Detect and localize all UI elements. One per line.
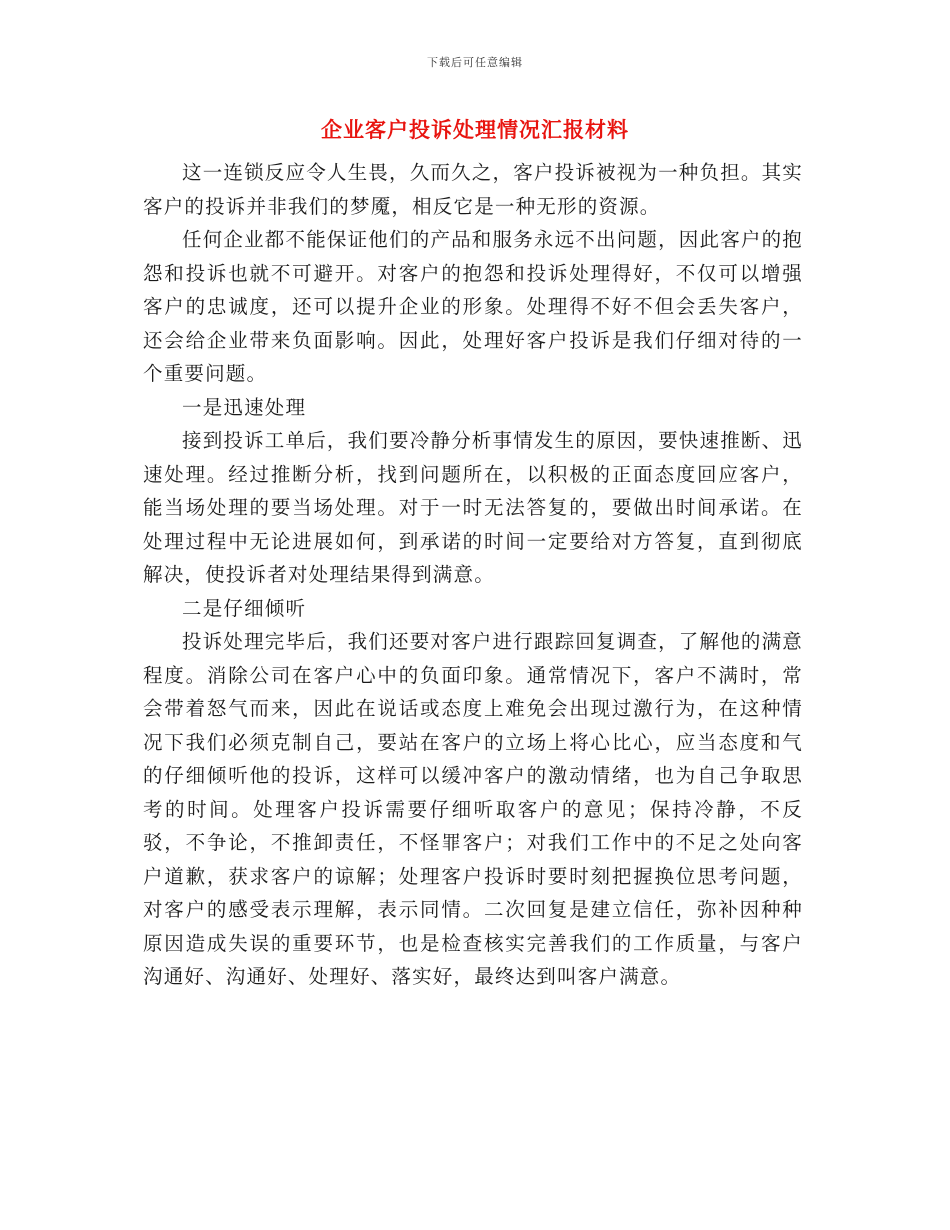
paragraph-1: 这一连锁反应令人生畏，久而久之，客户投诉被视为一种负担。其实客户的投诉并非我们的梦魇，相反它是一种无形的资源。 bbox=[143, 161, 804, 218]
document-body bbox=[143, 156, 803, 994]
header-note: 下载后可任意编辑 bbox=[427, 56, 523, 69]
paragraph-4: 投诉处理完毕后，我们还要对客户进行跟踪回复调查，了解他的满意程度。消除公司在客户心中的负面印象。通常情况下，客户不满时，常会带着怒气而来，因此在说话或态度上难免会出现过激行为，在这种情况下我们必须克制自己，要站在客户的立场上将心比心，应当态度和气的仔细倾听他的投诉，这样可以缓冲客户的激动情绪，也为自己争取思考的时间。处理客户投诉需要仔细听取客户的意见；保持冷静，不反驳，不争论，不推卸责任，不怪罪客户；对我们工作中的不足之处向客户道歉，获求客户的谅解；处理客户投诉时要时刻把握换位思考问题，对客户的感受表示理解，表示同情。二次回复是建立信任，弥补因种种原因造成失误的重要环节，也是检查核实完善我们的工作质量，与客户沟通好、沟通好、处理好、落实好，最终达到叫客户满意。 bbox=[143, 630, 804, 988]
document-title: 企业客户投诉处理情况汇报材料 bbox=[321, 117, 629, 142]
section-heading-1: 一是迅速处理 bbox=[182, 395, 307, 419]
section-heading-2: 二是仔细倾听 bbox=[182, 596, 307, 620]
paragraph-2: 任何企业都不能保证他们的产品和服务永远不出问题，因此客户的抱怨和投诉也就不可避开。对客户的抱怨和投诉处理得好，不仅可以增强客户的忠诚度，还可以提升企业的形象。处理得不好不但会丢失客户，还会给企业带来负面影响。因此，处理好客户投诉是我们仔细对待的一个重要问题。 bbox=[143, 228, 804, 385]
paragraph-3: 接到投诉工单后，我们要冷静分析事情发生的原因，要快速推断、迅速处理。经过推断分析，找到问题所在，以积极的正面态度回应客户，能当场处理的要当场处理。对于一时无法答复的，要做出时间承诺。在处理过程中无论进展如何，到承诺的时间一定要给对方答复，直到彻底解决，使投诉者对处理结果得到满意。 bbox=[143, 429, 804, 586]
